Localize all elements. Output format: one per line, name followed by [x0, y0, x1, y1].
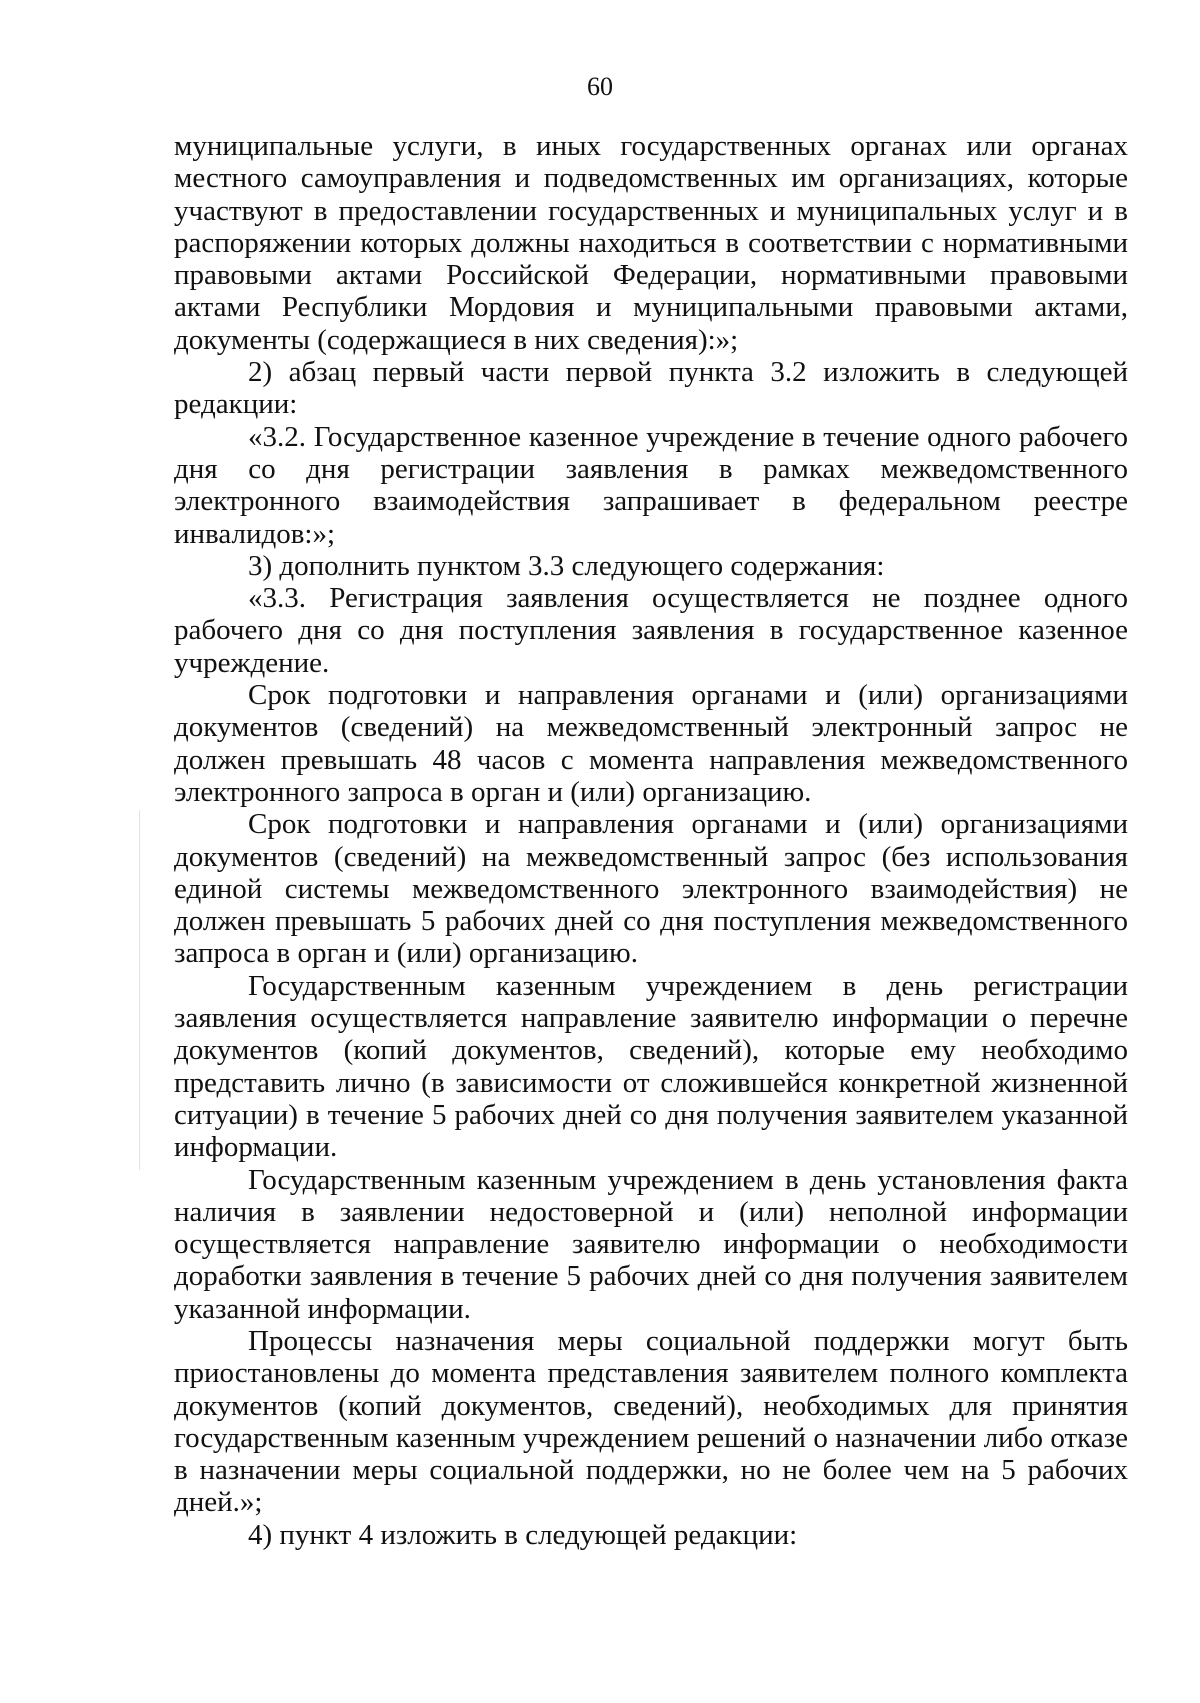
paragraph-suspension: Процессы назначения меры социальной поддержки могут быть приостановлены до момента представления заявителем полного комплекта документов (копий документов, сведений), необходимых для принятия государственным казенным учреждением решений о назначении либо отказе в назначении меры социальной поддержки, но не более чем на 5 рабочих дней.»; [174, 1324, 1128, 1519]
paragraph-paper-request-term: Срок подготовки и направления органами и (или) организациями документов (сведений) на межведомственный запрос (без использования единой системы межведомственного электронного взаимодействия) не должен превышать 5 рабочих дней со дня поступления межведомственного запроса в орган и (или) организацию. [174, 808, 1128, 970]
paragraph-item-3: 3) дополнить пунктом 3.3 следующего содержания: [248, 549, 885, 582]
paragraph-item-2: 2) абзац первый части первой пункта 3.2 изложить в следующей редакции: [174, 356, 1128, 421]
document-body [174, 130, 1128, 1551]
paragraph-electronic-request-term: Срок подготовки и направления органами и (или) организациями документов (сведений) на межведомственный электронный запрос не должен превышать 48 часов с момента направления межведомственного электронного запроса в орган и (или) организацию. [174, 679, 1128, 808]
scan-margin-line [139, 810, 140, 1170]
paragraph-document-list-notice: Государственным казенным учреждением в день регистрации заявления осуществляется направление заявителю информации о перечне документов (копий документов, сведений), которые ему необходимо представить лично (в зависимости от сложившейся конкретной жизненной ситуации) в течение 5 рабочих дней со дня получения заявителем указанной информации. [174, 969, 1128, 1164]
paragraph-continuation: муниципальные услуги, в иных государственных органах или органах местного самоуправления и подведомственных им организациях, которые участвуют в предоставлении государственных и муниципальных услуг и в распоряжении которых должны находиться в соответствии с нормативными правовыми актами Российской Федерации, нормативными правовыми актами Республики Мордовия и муниципальными правовыми актами, документы (содержащиеся в них сведения):»; [174, 130, 1128, 356]
page-number: 60 [587, 72, 613, 101]
paragraph-quote-3-3: «3.3. Регистрация заявления осуществляется не позднее одного рабочего дня со дня поступления заявления в государственное казенное учреждение. [174, 582, 1128, 679]
paragraph-quote-3-2: «3.2. Государственное казенное учреждение в течение одного рабочего дня со дня регистрации заявления в рамках межведомственного электронного взаимодействия запрашивает в федеральном реестре инвалидов:»; [174, 420, 1128, 550]
paragraph-incomplete-info-notice: Государственным казенным учреждением в день установления факта наличия в заявлении недостоверной и (или) неполной информации осуществляется направление заявителю информации о необходимости доработки заявления в течение 5 рабочих дней со дня получения заявителем указанной информации. [174, 1163, 1128, 1325]
paragraph-item-4: 4) пункт 4 изложить в следующей редакции: [248, 1518, 798, 1551]
